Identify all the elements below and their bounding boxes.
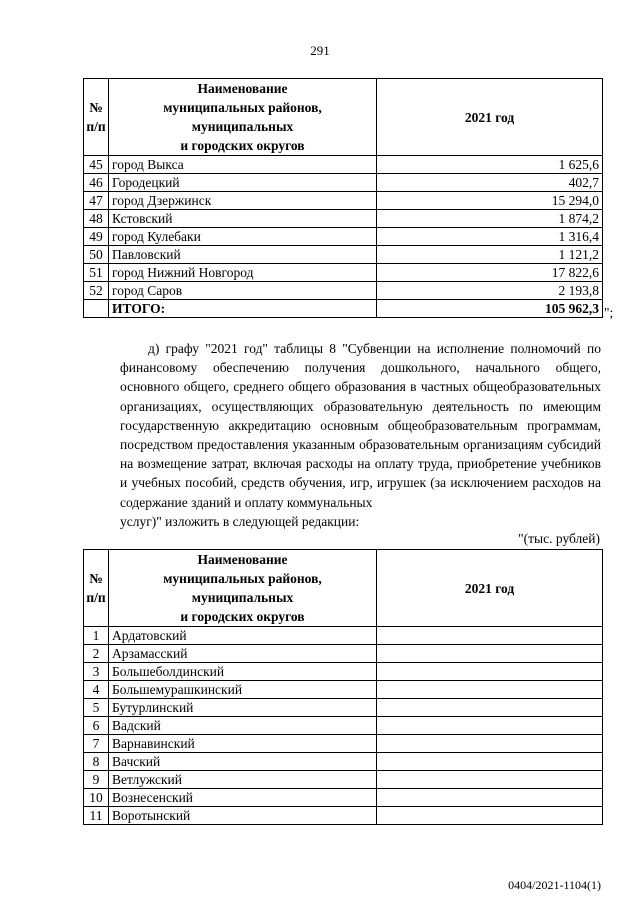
row-name: город Дзержинск (109, 192, 377, 210)
header-line: Наименование (197, 81, 288, 96)
total-row (84, 300, 603, 318)
row-value (377, 627, 603, 645)
row-value: 402,7 (377, 174, 603, 192)
row-number: 7 (84, 735, 109, 753)
header-line: № (89, 571, 103, 586)
row-number: 5 (84, 699, 109, 717)
unit-note: "(тыс. рублей) (518, 531, 600, 546)
row-value (377, 735, 603, 753)
row-value (377, 699, 603, 717)
table-row (84, 717, 603, 735)
row-name: Павловский (109, 246, 377, 264)
page-number: 291 (310, 43, 330, 58)
row-value: 1 121,2 (377, 246, 603, 264)
row-number: 9 (84, 771, 109, 789)
row-value: 1 874,2 (377, 210, 603, 228)
row-name: Ветлужский (109, 771, 377, 789)
column-header-number (84, 79, 109, 156)
header-line: № (89, 100, 103, 115)
header-line: и городских округов (180, 138, 305, 153)
row-name: Вачский (109, 753, 377, 771)
row-number: 46 (84, 174, 109, 192)
table-row (84, 282, 603, 300)
table-row (84, 771, 603, 789)
row-name: Бутурлинский (109, 699, 377, 717)
column-header-year: 2021 год (377, 79, 603, 156)
row-number: 6 (84, 717, 109, 735)
row-name: Кстовский (109, 210, 377, 228)
row-value (377, 717, 603, 735)
row-value: 1 316,4 (377, 228, 603, 246)
row-number: 3 (84, 663, 109, 681)
document-code: 0404/2021-1104(1) (508, 878, 601, 892)
table-row (84, 807, 603, 825)
row-number: 1 (84, 627, 109, 645)
header-line: муниципальных (191, 119, 294, 134)
row-name: Вознесенский (109, 789, 377, 807)
row-number: 52 (84, 282, 109, 300)
table-row (84, 156, 603, 174)
total-number-cell (84, 300, 109, 318)
column-header-number (84, 550, 109, 627)
table-row (84, 264, 603, 282)
row-number: 8 (84, 753, 109, 771)
row-value (377, 663, 603, 681)
row-name: Вадский (109, 717, 377, 735)
row-name: Арзамасский (109, 645, 377, 663)
row-number: 47 (84, 192, 109, 210)
table-row (84, 228, 603, 246)
row-name: Варнавинский (109, 735, 377, 753)
header-line: и городских округов (180, 609, 305, 624)
table-row (84, 663, 603, 681)
header-line: муниципальных районов, (163, 571, 322, 586)
subsidy-table-new (83, 549, 603, 825)
table-row (84, 210, 603, 228)
closing-quote: "; (604, 305, 614, 320)
row-name: город Выкса (109, 156, 377, 174)
amendment-paragraph: д) графу "2021 год" таблицы 8 "Субвенции на исполнение полномочий по финансовому обеспечению получения дошкольного, начального общего, основного общего, среднего общего образования в частных общеобразовательных организациях, осуществляющих образовательную деятельность по имеющим государственную аккредитацию основным общеобразовательным программам, посредством предоставления указанным образовательным организациям субсидий на возмещение затрат, включая расходы на оплату труда, приобретение учебников и учебных пособий, средств обучения, игр, игрушек (за исключением расходов на содержание зданий и оплату коммунальных (120, 341, 601, 510)
header-line: Наименование (197, 552, 288, 567)
table-header-row (84, 550, 603, 627)
row-value (377, 789, 603, 807)
header-line: п/п (86, 119, 106, 134)
row-name: Большемурашкинский (109, 681, 377, 699)
row-name: город Нижний Новгород (109, 264, 377, 282)
table-row (84, 246, 603, 264)
header-line: муниципальных (191, 590, 294, 605)
table-row (84, 645, 603, 663)
row-name: Воротынский (109, 807, 377, 825)
row-number: 48 (84, 210, 109, 228)
row-number: 2 (84, 645, 109, 663)
row-number: 11 (84, 807, 109, 825)
column-header-name (109, 79, 377, 156)
row-value (377, 771, 603, 789)
row-value: 1 625,6 (377, 156, 603, 174)
row-name: Большеболдинский (109, 663, 377, 681)
row-number: 10 (84, 789, 109, 807)
amendment-paragraph-last-line: услуг)" изложить в следующей редакции: (120, 514, 360, 529)
row-number: 50 (84, 246, 109, 264)
row-name: Городецкий (109, 174, 377, 192)
row-name: город Кулебаки (109, 228, 377, 246)
row-number: 51 (84, 264, 109, 282)
row-value: 15 294,0 (377, 192, 603, 210)
table-row (84, 789, 603, 807)
header-line: п/п (86, 590, 106, 605)
total-label: ИТОГО: (109, 300, 377, 318)
row-number: 49 (84, 228, 109, 246)
row-value (377, 753, 603, 771)
row-value (377, 681, 603, 699)
table-row (84, 753, 603, 771)
table-row (84, 699, 603, 717)
table-row (84, 627, 603, 645)
header-line: муниципальных районов, (163, 100, 322, 115)
row-number: 4 (84, 681, 109, 699)
table-row (84, 174, 603, 192)
column-header-year: 2021 год (377, 550, 603, 627)
row-name: Ардатовский (109, 627, 377, 645)
row-value: 2 193,8 (377, 282, 603, 300)
table-row (84, 735, 603, 753)
table-header-row (84, 79, 603, 156)
total-value: 105 962,3 (377, 300, 603, 318)
row-value: 17 822,6 (377, 264, 603, 282)
table-row (84, 192, 603, 210)
row-number: 45 (84, 156, 109, 174)
row-value (377, 645, 603, 663)
row-value (377, 807, 603, 825)
subsidy-table-continued (83, 78, 603, 318)
column-header-name (109, 550, 377, 627)
row-name: город Саров (109, 282, 377, 300)
table-row (84, 681, 603, 699)
